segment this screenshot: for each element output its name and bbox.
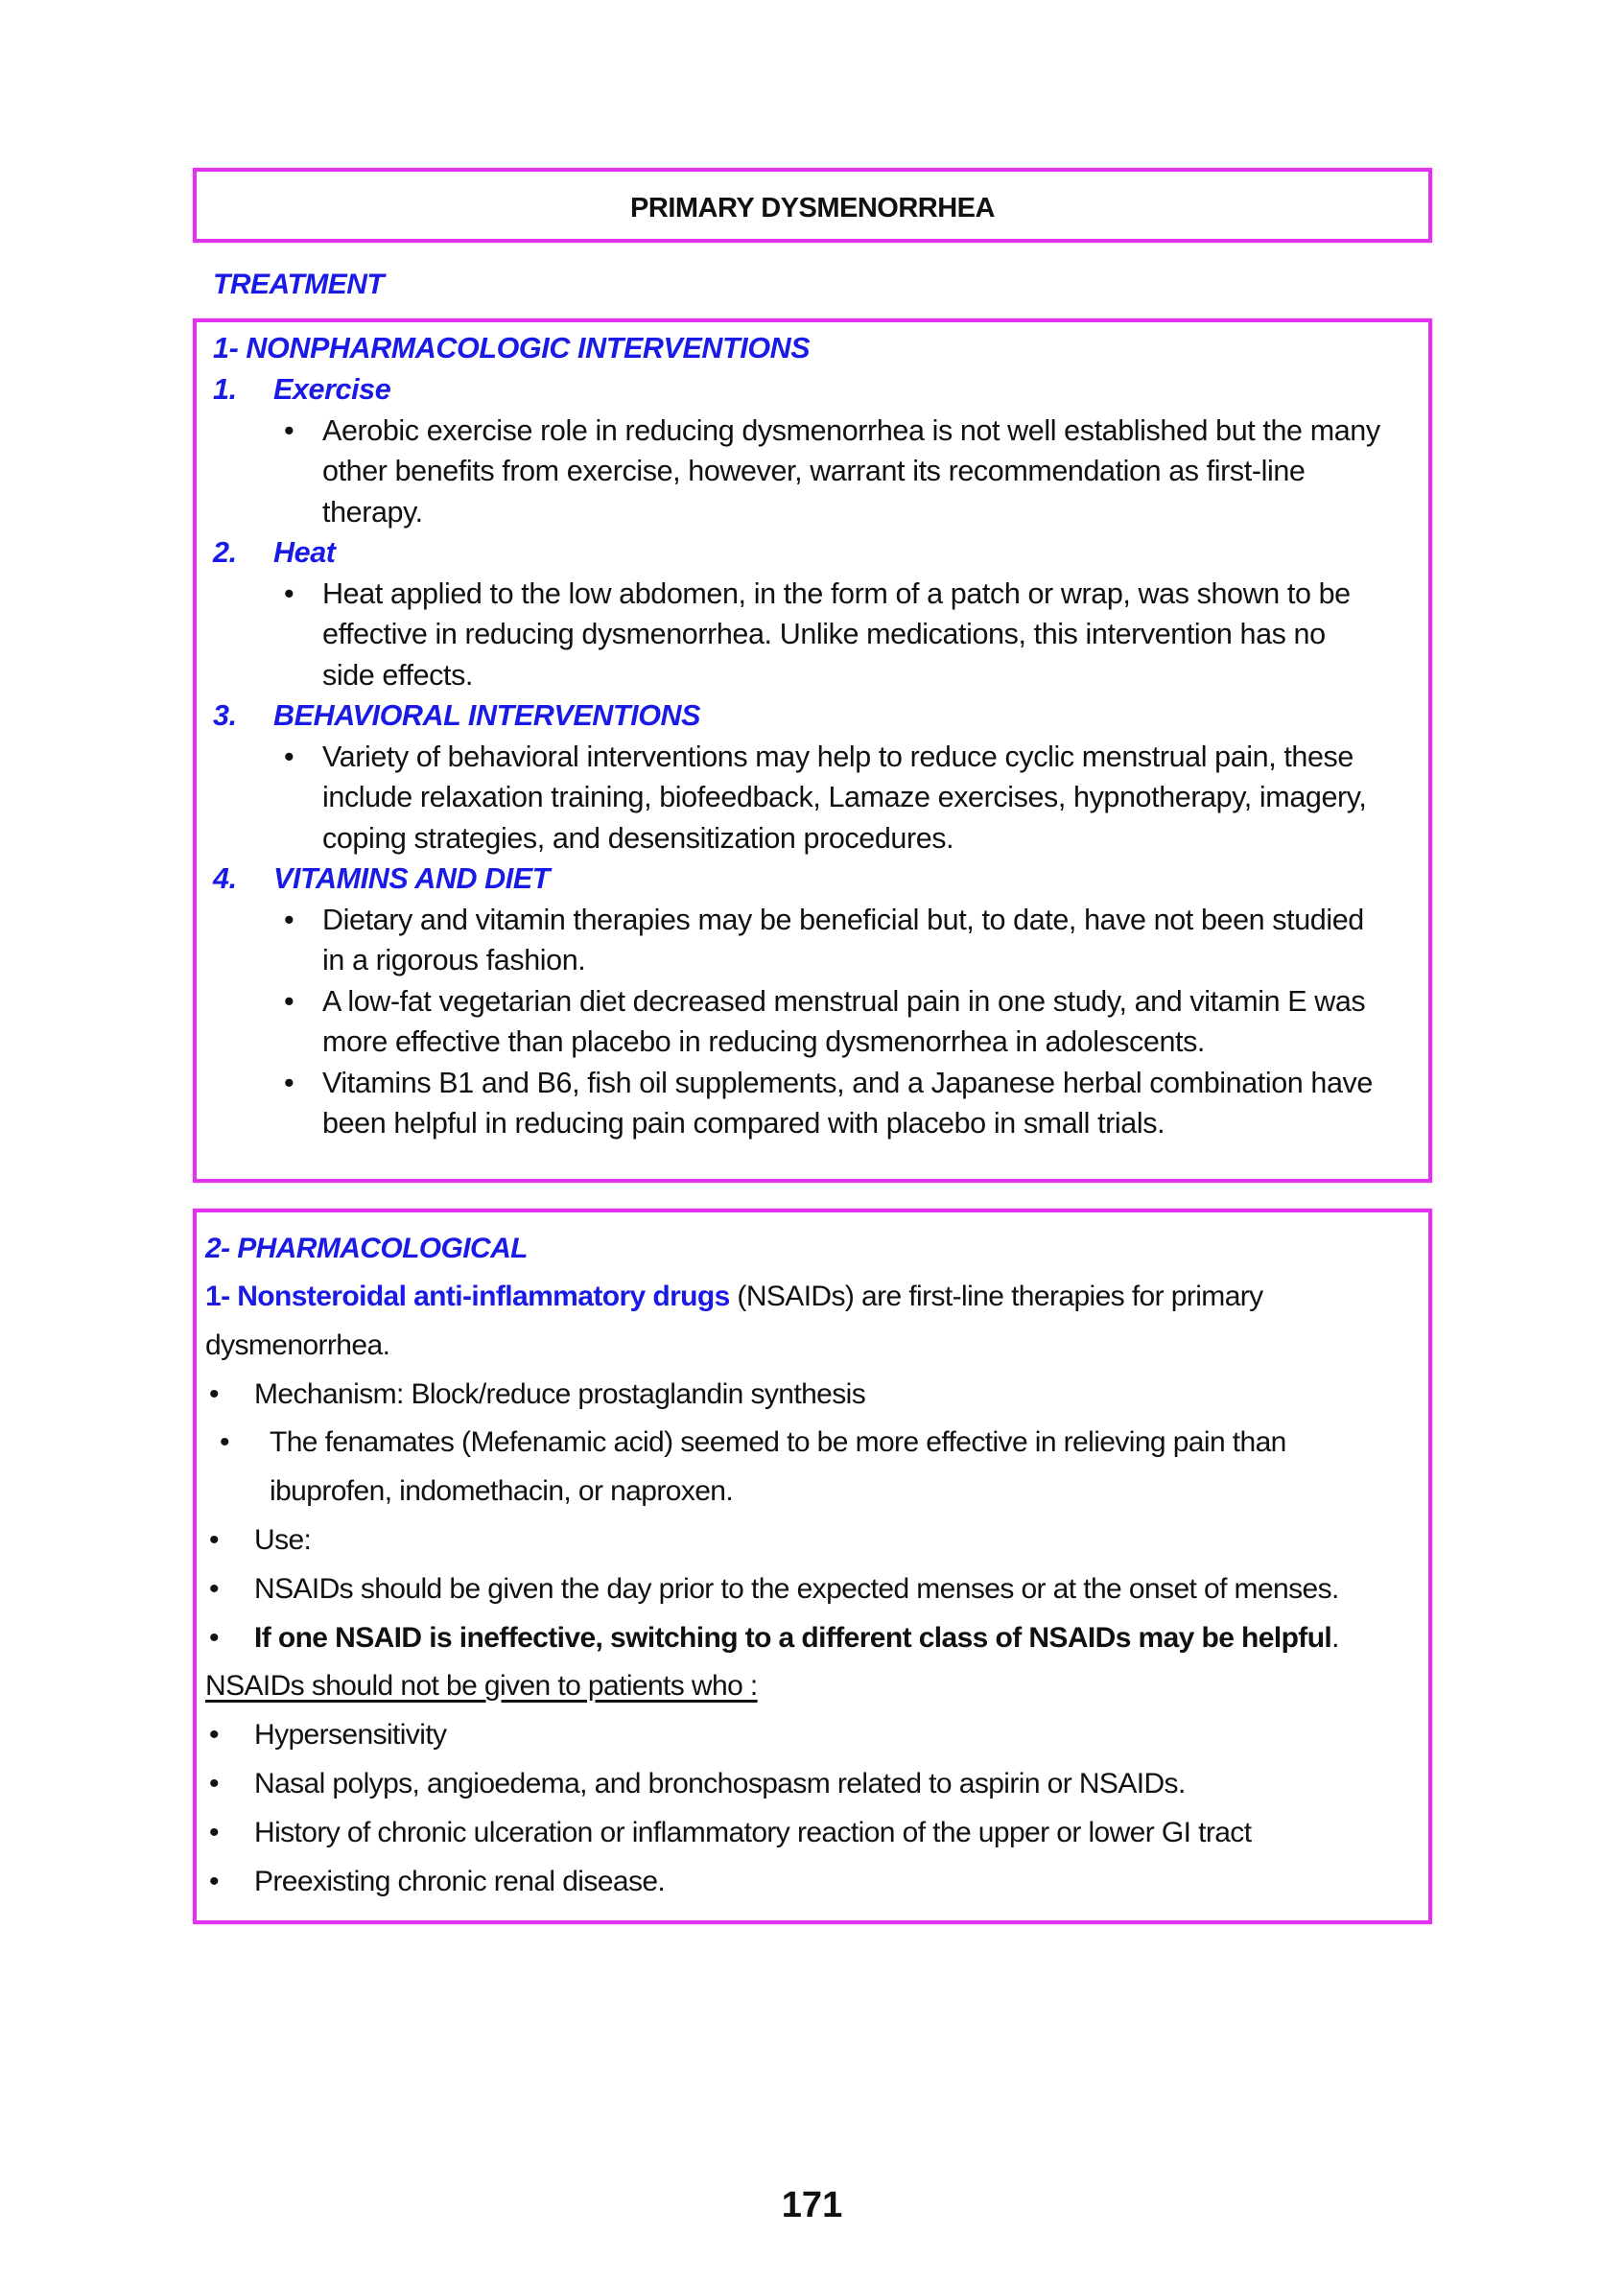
bullet-icon: • (209, 1768, 219, 1799)
behavioral-text-line: include relaxation training, biofeedback, Lamaze exercises, hypnotherapy, imagery, (322, 781, 1367, 813)
vitamins-text-line: been helpful in reducing pain compared with placebo in small trials. (322, 1107, 1165, 1140)
page-title: PRIMARY DYSMENORRHEA (630, 193, 995, 223)
bullet-icon: • (209, 1378, 219, 1410)
switch-text-end: . (1331, 1622, 1339, 1654)
vitamins-text-line: more effective than placebo in reducing dysmenorrhea in adolescents. (322, 1025, 1205, 1058)
item-title-vitamins: VITAMINS AND DIET (273, 862, 551, 895)
contraindication-item: Preexisting chronic renal disease. (254, 1866, 666, 1897)
page-number: 171 (781, 2185, 843, 2225)
fenamates-text: The fenamates (Mefenamic acid) seemed to be more effective in relieving pain than (270, 1426, 1286, 1458)
item-number: 4. (213, 862, 237, 895)
item-number: 3. (213, 699, 237, 732)
mechanism-text: Mechanism: Block/reduce prostaglandin synthesis (254, 1378, 866, 1410)
exercise-text-line: Aerobic exercise role in reducing dysmenorrhea is not well established but the many (322, 414, 1380, 447)
contraindication-item: History of chronic ulceration or inflammatory reaction of the upper or lower GI tract (254, 1817, 1252, 1848)
bullet-icon: • (284, 741, 294, 773)
bullet-icon: • (209, 1524, 219, 1556)
bullet-icon: • (284, 904, 294, 936)
bullet-icon: • (209, 1866, 219, 1897)
heat-text-line: side effects. (322, 659, 473, 692)
vitamins-text-line: Vitamins B1 and B6, fish oil supplements, and a Japanese herbal combination have (322, 1067, 1373, 1099)
item-title-behavioral: BEHAVIORAL INTERVENTIONS (273, 699, 701, 732)
pharmacological-box (193, 1209, 1432, 1924)
switch-text-bold: If one NSAID is ineffective, switching to a different class of NSAIDs may be helpful (254, 1622, 1332, 1654)
nsaid-title: 1- Nonsteroidal anti-inflammatory drugs (205, 1281, 730, 1312)
vitamins-text-line: in a rigorous fashion. (322, 944, 586, 976)
contraindication-item: Nasal polyps, angioedema, and bronchospasm related to aspirin or NSAIDs. (254, 1768, 1186, 1799)
item-number: 2. (213, 536, 237, 569)
bullet-icon: • (284, 985, 294, 1018)
nsaid-intro-line2: dysmenorrhea. (205, 1329, 390, 1361)
contraindication-item: Hypersensitivity (254, 1719, 447, 1751)
vitamins-text-line: A low-fat vegetarian diet decreased menstrual pain in one study, and vitamin E was (322, 985, 1366, 1018)
item-title-heat: Heat (273, 536, 336, 569)
timing-text: NSAIDs should be given the day prior to the expected menses or at the onset of menses. (254, 1573, 1339, 1605)
pharm-heading: 2- PHARMACOLOGICAL (205, 1233, 528, 1264)
bullet-icon: • (209, 1573, 219, 1605)
bullet-icon: • (284, 577, 294, 610)
item-number: 1. (213, 373, 237, 406)
nonpharmacologic-box (193, 318, 1432, 1183)
bullet-icon: • (209, 1719, 219, 1751)
bullet-icon: • (209, 1817, 219, 1848)
behavioral-text-line: coping strategies, and desensitization procedures. (322, 822, 954, 855)
exercise-text-line: therapy. (322, 496, 423, 529)
use-label: Use: (254, 1524, 312, 1556)
bullet-icon: • (209, 1622, 219, 1654)
bullet-icon: • (284, 414, 294, 447)
item-title-exercise: Exercise (273, 373, 391, 406)
switch-text (254, 1621, 1339, 1656)
bullet-icon: • (220, 1426, 229, 1458)
heat-text-line: effective in reducing dysmenorrhea. Unlike medications, this intervention has no (322, 618, 1326, 650)
vitamins-text-line: Dietary and vitamin therapies may be beneficial but, to date, have not been studied (322, 904, 1364, 936)
heat-text-line: Heat applied to the low abdomen, in the form of a patch or wrap, was shown to be (322, 577, 1351, 610)
fenamates-text: ibuprofen, indomethacin, or naproxen. (270, 1475, 734, 1507)
nonpharm-heading: 1- NONPHARMACOLOGIC INTERVENTIONS (213, 332, 811, 364)
title-box (193, 168, 1432, 243)
contraindications-heading: NSAIDs should not be given to patients who : (205, 1670, 758, 1702)
nsaid-intro-text: (NSAIDs) are first-line therapies for primary (729, 1281, 1263, 1312)
nsaid-intro-line (205, 1280, 1263, 1314)
treatment-heading: TREATMENT (213, 269, 385, 300)
bullet-icon: • (284, 1067, 294, 1099)
behavioral-text-line: Variety of behavioral interventions may help to reduce cyclic menstrual pain, these (322, 741, 1353, 773)
exercise-text-line: other benefits from exercise, however, warrant its recommendation as first-line (322, 455, 1306, 487)
